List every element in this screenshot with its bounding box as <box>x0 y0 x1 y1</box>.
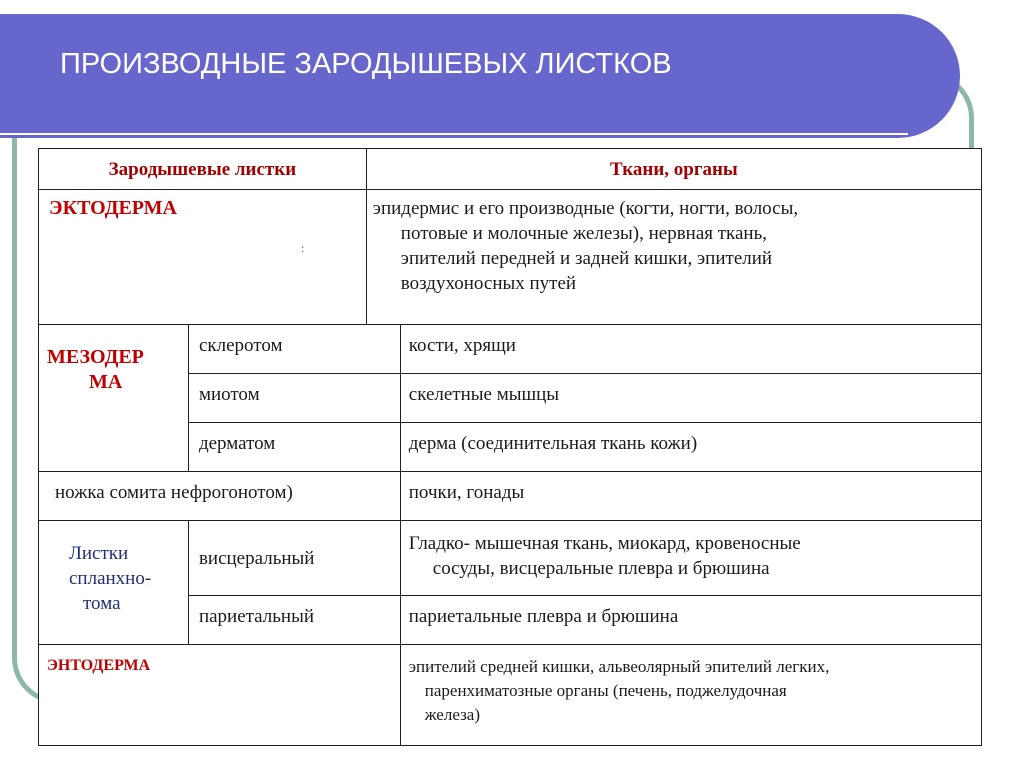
endoderm-line-2: паренхиматозные органы (печень, поджелудочная <box>424 681 787 700</box>
splanchnotome-label-3: тома <box>83 593 121 614</box>
endoderm-organs <box>400 645 981 746</box>
endoderm-label: ЭНТОДЕРМА <box>47 657 151 674</box>
ectoderm-line-3: эпителий передней и задней кишки, эпителий <box>400 248 773 269</box>
myotome-organs: скелетные мышцы <box>400 374 981 423</box>
mesoderm-cell <box>39 325 189 472</box>
table-row-sclerotome <box>39 325 982 374</box>
table-row-nephrotome <box>39 472 982 521</box>
title-underline <box>0 133 908 135</box>
visceral-organs <box>400 521 981 596</box>
table-row-endoderm <box>39 645 982 746</box>
table-row-ectoderm <box>39 190 982 325</box>
sclerotome-organs: кости, хрящи <box>400 325 981 374</box>
parietal-organs: париетальные плевра и брюшина <box>400 596 981 645</box>
splanchnotome-label-1: Листки <box>69 543 129 564</box>
dermatome-organs: дерма (соединительная ткань кожи) <box>400 423 981 472</box>
endoderm-line-1: эпителий средней кишки, альвеолярный эпителий легких, <box>408 657 830 676</box>
dermatome-part: дерматом <box>188 423 400 472</box>
visceral-part: висцеральный <box>188 521 400 596</box>
endoderm-line-3: железа) <box>424 705 480 724</box>
ectoderm-line-2: потовые и молочные железы), нервная ткань, <box>400 223 768 244</box>
ectoderm-label: ЭКТОДЕРМА <box>49 197 177 219</box>
visceral-line-2: сосуды, висцеральные плевра и брюшина <box>432 558 770 579</box>
nephrotome-part: ножка сомита нефрогонотом) <box>39 472 401 521</box>
header-germ-layers: Зародышевые листки <box>39 149 367 190</box>
myotome-part: миотом <box>188 374 400 423</box>
ectoderm-mark: : <box>301 241 305 255</box>
table-header-row <box>39 149 982 190</box>
nephrotome-organs: почки, гонады <box>400 472 981 521</box>
splanchnotome-cell <box>39 521 189 645</box>
ectoderm-line-4: воздухоносных путей <box>400 273 577 294</box>
germ-layers-table <box>38 148 982 746</box>
ectoderm-cell <box>39 190 367 325</box>
mesoderm-label-1: МЕЗОДЕР <box>47 346 144 368</box>
sclerotome-part: склеротом <box>188 325 400 374</box>
header-tissues: Ткани, органы <box>366 149 981 190</box>
ectoderm-line-1: эпидермис и его производные (когти, ногти, волосы, <box>372 198 799 219</box>
ectoderm-organs <box>366 190 981 325</box>
splanchnotome-label-2: спланхно- <box>69 568 152 589</box>
table-row-visceral <box>39 521 982 596</box>
visceral-line-1: Гладко- мышечная ткань, миокард, кровеносные <box>408 533 801 554</box>
parietal-part: париетальный <box>188 596 400 645</box>
slide-title: ПРОИЗВОДНЫЕ ЗАРОДЫШЕВЫХ ЛИСТКОВ <box>60 48 672 80</box>
mesoderm-label-2: МА <box>89 371 123 393</box>
endoderm-cell <box>39 645 401 746</box>
